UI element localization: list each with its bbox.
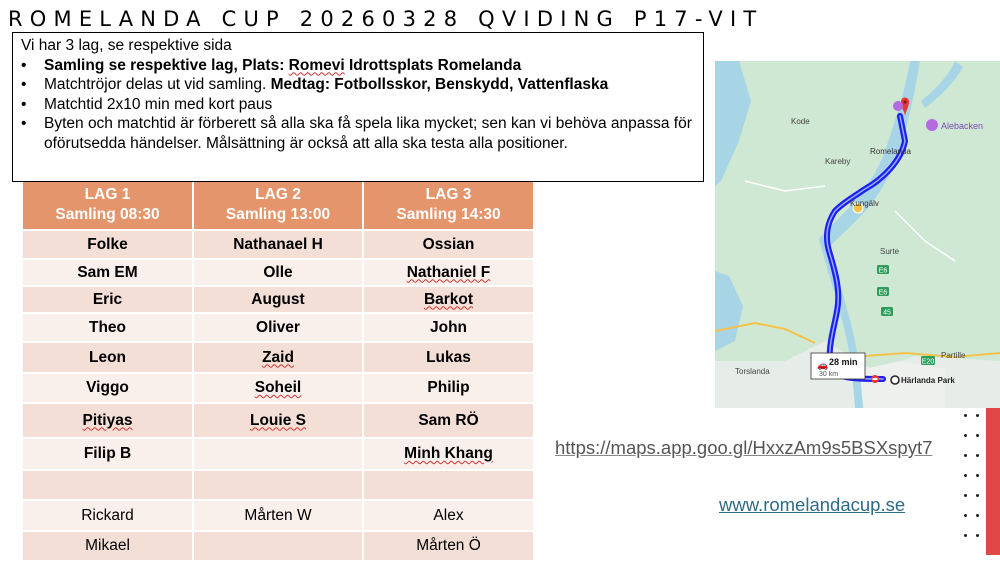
leader-row (23, 531, 533, 561)
info-item-substitutions: • Byten och matchtid är förberett så alla ska få spela lika mycket; sen kan vi behöva anpassa för oförutsedda händelser. Målsättning är också att alla ska testa alla positioner. (21, 114, 695, 153)
player-cell (23, 403, 193, 438)
route-distance: 30 km (819, 371, 839, 378)
empty-cell (363, 470, 533, 500)
team-name: LAG 1 (84, 185, 131, 203)
website-link[interactable]: www.romelandacup.se (719, 494, 906, 515)
player-cell: Oliver (193, 313, 363, 342)
leader-row (23, 500, 533, 531)
route-map[interactable] (715, 61, 1000, 408)
car-icon: 🚗 (817, 361, 829, 371)
map-label-kareby: Kareby (825, 157, 851, 166)
player-row (23, 286, 533, 313)
player-cell (363, 286, 533, 313)
player-cell: Theo (23, 313, 193, 342)
player-row (23, 230, 533, 259)
player-cell: Lukas (363, 342, 533, 373)
team-samling-time: Samling 13:00 (225, 205, 331, 223)
road-sign-45-text: 45 (883, 309, 891, 317)
player-cell (193, 403, 363, 438)
team-header-row (23, 180, 533, 230)
map-label-harlanda-park: Härlanda Park (901, 376, 955, 385)
player-cell: Nathanael H (193, 230, 363, 259)
poi-marker-icon[interactable] (926, 119, 938, 131)
player-name: Barkot (423, 290, 474, 308)
map-label-alebacken: Alebacken (941, 121, 984, 131)
poi-marker-icon[interactable] (893, 101, 903, 111)
map-label-torslanda: Torslanda (735, 367, 770, 376)
player-cell: Ossian (363, 230, 533, 259)
map-label-partille: Partille (941, 351, 966, 360)
player-name: Zaid (262, 348, 294, 366)
map-label-surte: Surte (880, 247, 900, 256)
player-row (23, 373, 533, 403)
player-cell (363, 438, 533, 470)
decorative-dot-grid (956, 410, 990, 550)
player-cell: Sam RÖ (363, 403, 533, 438)
player-row (23, 342, 533, 373)
info-equipment-bold: Medtag: Fotbollsskor, Benskydd, Vattenflaska (270, 76, 609, 93)
leader-cell: Alex (363, 500, 533, 531)
map-canvas (715, 61, 1000, 408)
player-row (23, 438, 533, 470)
team-samling-time: Samling 14:30 (396, 205, 501, 223)
player-row (23, 259, 533, 286)
team-name: LAG 2 (255, 185, 301, 203)
leader-cell: Mikael (23, 531, 193, 561)
player-cell: Philip (363, 373, 533, 403)
info-item-matchtime: • Matchtid 2x10 min med kort paus (21, 95, 695, 115)
map-label-kungalv: Kungälv (850, 199, 879, 208)
team-name: LAG 3 (425, 185, 472, 203)
info-box (12, 32, 704, 182)
info-jerseys-text: Matchtröjor delas ut vid samling. (44, 76, 271, 93)
team-header (193, 180, 363, 230)
no-entry-icon-bar (873, 378, 878, 380)
player-cell: Eric (23, 286, 193, 313)
road-sign-e6-text: E6 (878, 289, 888, 297)
team-samling-time: Samling 08:30 (55, 205, 160, 223)
team-table (23, 180, 533, 562)
player-cell: Filip B (23, 438, 193, 470)
leader-cell: Mårten W (193, 500, 363, 531)
map-label-romelanda: Romelanda (870, 147, 911, 156)
info-place-rest: Idrottsplats Romelanda (344, 56, 522, 74)
player-cell (193, 438, 363, 470)
road-sign-e6-text: E6 (878, 267, 888, 275)
spacer-row (23, 470, 533, 500)
player-cell: Sam EM (23, 259, 193, 286)
slide-title: ROMELANDA CUP 20260328 QVIDING P17-VIT (8, 7, 764, 31)
road-sign-e20-text: E20 (921, 358, 935, 366)
map-label-kode: Kode (791, 117, 810, 126)
player-cell (193, 342, 363, 373)
team-header (363, 180, 533, 230)
player-cell: Folke (23, 230, 193, 259)
player-name: Soheil (254, 379, 302, 396)
player-cell: Olle (193, 259, 363, 286)
player-row (23, 313, 533, 342)
maps-link[interactable]: https://maps.app.goo.gl/HxxzAm9s5BSXspyt7 (555, 437, 933, 458)
player-cell: Viggo (23, 373, 193, 403)
info-place-romevi: Romevi (288, 56, 345, 74)
player-name: Pitiyas (82, 411, 133, 429)
player-cell: John (363, 313, 533, 342)
player-cell: Leon (23, 342, 193, 373)
player-cell (363, 259, 533, 286)
route-duration: 28 min (829, 357, 858, 367)
player-name: Minh Khang (404, 445, 493, 462)
team-header (23, 180, 193, 230)
info-item-samling (21, 56, 695, 76)
player-cell: August (193, 286, 363, 313)
info-item-equipment (21, 75, 695, 95)
leader-cell: Rickard (23, 500, 193, 531)
player-row (23, 403, 533, 438)
empty-cell (23, 470, 193, 500)
leader-cell: Mårten Ö (363, 531, 533, 561)
route-duration-callout[interactable] (811, 353, 865, 379)
info-samling-label: Samling se respektive lag, Plats: (44, 56, 289, 74)
leader-cell (193, 531, 363, 561)
player-name: Louie S (250, 411, 306, 429)
decorative-accent-bar (986, 408, 1000, 555)
info-intro: Vi har 3 lag, se respektive sida (21, 37, 232, 54)
info-list (21, 56, 695, 154)
player-cell (193, 373, 363, 403)
start-marker-icon[interactable] (891, 376, 899, 384)
empty-cell (193, 470, 363, 500)
player-name: Nathaniel F (406, 263, 491, 281)
